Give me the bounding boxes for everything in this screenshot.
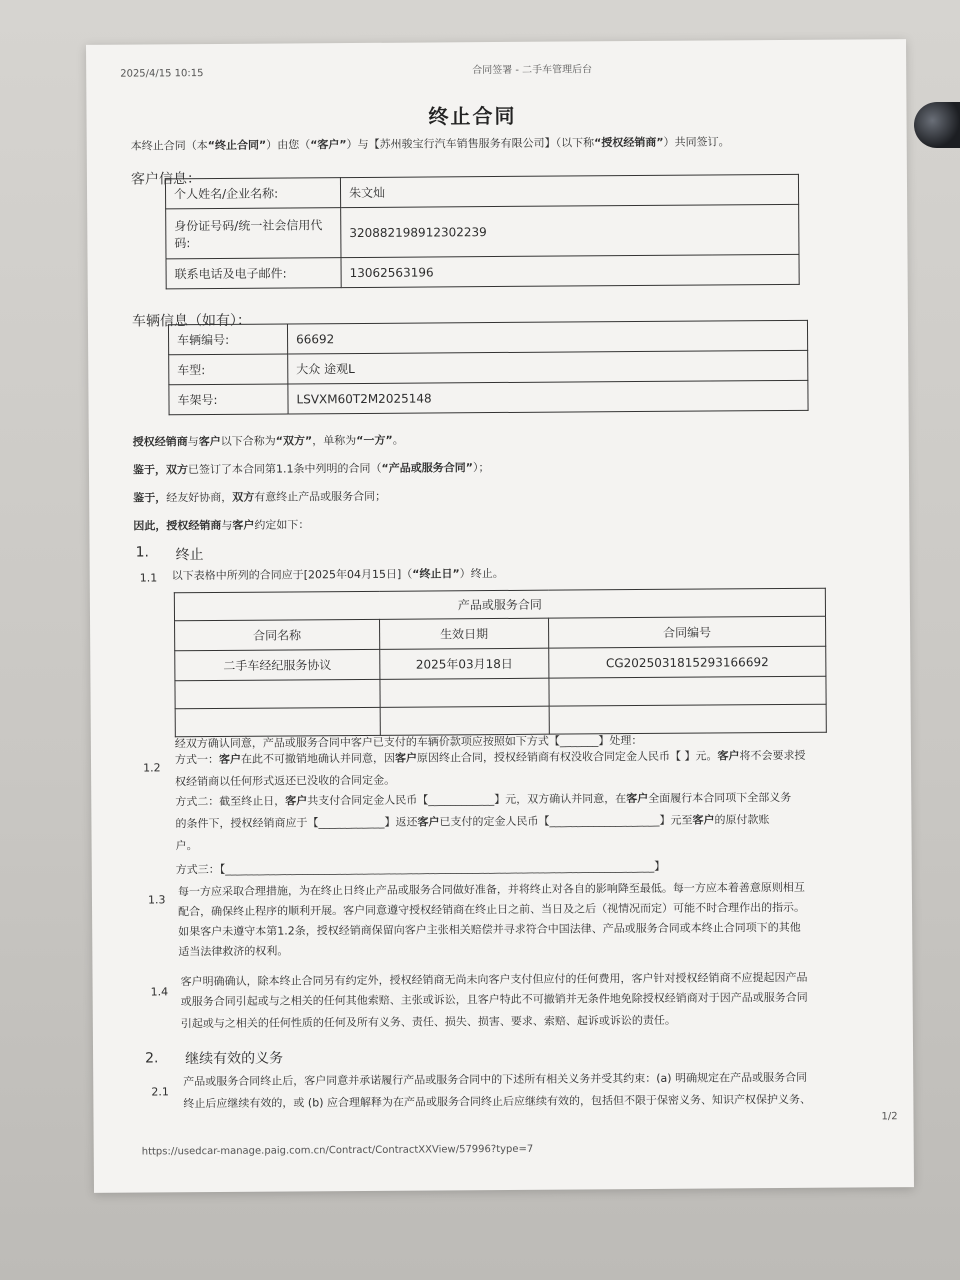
table-row — [175, 676, 826, 709]
vehicle-vin-label: 车架号: — [169, 384, 288, 415]
table-row — [175, 646, 826, 681]
vehicle-vin-value: LSVXM60T2M2025148 — [288, 380, 808, 414]
vehicle-model-label: 车型: — [169, 354, 288, 385]
table-row — [165, 174, 798, 208]
table-row — [166, 254, 799, 288]
section-1-number: 1. — [135, 544, 149, 561]
vehicle-number-label: 车辆编号: — [168, 324, 287, 355]
parties-definition: 授权经销商与客户以下合称为“双方”，单称为“一方”。 — [132, 433, 404, 449]
page-number: 1/2 — [881, 1111, 898, 1123]
page-url: https://usedcar-manage.paig.com.cn/Contract/ContractXXView/57996?type=7 — [141, 1143, 534, 1158]
customer-section-heading: 客户信息： — [130, 171, 201, 188]
clause-1-4-line-2: 或服务合同引起或与之相关的任何其他索赔、主张或诉讼，且客户特此不可撤销并无条件地免除授权经销商对于因产品或服务合同 — [180, 990, 808, 1009]
vehicle-model-value: 大众 途观L — [288, 350, 808, 384]
customer-contact-label: 联系电话及电子邮件: — [166, 258, 341, 289]
table-row — [175, 616, 826, 651]
clause-2-1-line-2: 终止后应继续有效的，或 (b) 应合理解释为在产品或服务合同终止后应继续有效的，包括但不限于保密义务、知识产权保护义务、 — [183, 1092, 811, 1111]
clause-1-2-number: 1.2 — [143, 761, 161, 775]
clause-1-4-number: 1.4 — [150, 985, 169, 999]
section-2-number: 2. — [145, 1050, 159, 1067]
customer-id-label: 身份证号码/统一社会信用代码: — [166, 208, 341, 259]
contract-title: 终止合同 — [428, 103, 517, 129]
effective-date-cell: 2025年03月18日 — [380, 648, 549, 679]
clause-1-3-line-3: 如果客户未遵守本第1.2条，授权经销商保留向客户主张相关赔偿并寻求符合中国法律、产品或服务合同或本终止合同项下的其他 — [178, 920, 801, 939]
print-page-title: 合同签署 - 二手车管理后台 — [472, 64, 593, 77]
section-1-title: 终止 — [175, 547, 204, 564]
clause-1-3-line-2: 配合，确保终止程序的顺利开展。客户同意遵守授权经销商在终止日之前、当日及之后（视情况而定）可能不时合理作出的指示。 — [178, 900, 806, 919]
effective-date-header: 生效日期 — [380, 618, 549, 649]
clause-1-2-line-4: 方式二：截至终止日，客户共支付合同定金人民币【____________】元，双方确认并同意，在客户全面履行本合同项下全部义务 — [175, 790, 792, 809]
customer-name-value: 朱文灿 — [340, 174, 798, 207]
clause-1-1-number: 1.1 — [139, 571, 158, 585]
clause-1-2-line-3: 权经销商以任何形式返还已没收的合同定金。 — [175, 773, 396, 789]
table-row — [174, 588, 825, 621]
clause-1-1-text: 以下表格中所列的合同应于[2025年04月15日]（“终止日”）终止。 — [171, 566, 504, 583]
customer-contact-value: 13062563196 — [341, 254, 799, 287]
clause-1-2-line-5: 的条件下，授权经销商应于【____________】返还客户已支付的定金人民币【____________________】元至客户的原付款账 — [175, 813, 770, 831]
pen-object — [914, 102, 960, 148]
table-row — [175, 704, 826, 737]
vehicle-info-table — [168, 320, 809, 415]
print-timestamp: 2025/4/15 10:15 — [120, 68, 204, 80]
contract-name-header: 合同名称 — [175, 619, 380, 650]
customer-info-table — [165, 174, 800, 289]
contract-name-cell: 二手车经纪服务协议 — [175, 649, 380, 680]
clause-1-2-line-1: 经双方确认同意，产品或服务合同中客户已支付的车辆价款项应按照如下方式【_______】处理： — [174, 734, 643, 751]
whereas-clause-2: 鉴于，经友好协商，双方有意终止产品或服务合同； — [133, 489, 387, 505]
intro-paragraph: 本终止合同（本“终止合同”）由您（“客户”）与【苏州骏宝行汽车销售服务有限公司】（以下称“授权经销商”）共同签订。 — [130, 135, 730, 153]
clause-1-3-number: 1.3 — [147, 893, 166, 907]
customer-name-label: 个人姓名/企业名称: — [165, 178, 340, 209]
clause-1-2-line-6: 户。 — [175, 839, 198, 853]
section-2-title: 继续有效的义务 — [185, 1050, 284, 1068]
vehicle-section-heading: 车辆信息（如有）： — [131, 312, 251, 330]
whereas-clause-1: 鉴于，双方已签订了本合同第1.1条中列明的合同（“产品或服务合同”）； — [132, 461, 490, 477]
clause-1-2-line-7: 方式三：【______________________________________________________________________________】 — [175, 859, 666, 877]
table-row — [166, 204, 799, 258]
contract-number-cell: CG2025031815293166692 — [549, 646, 826, 678]
clause-2-1-number: 2.1 — [151, 1085, 169, 1099]
contract-number-header: 合同编号 — [549, 616, 826, 648]
customer-id-value: 320882198912302239 — [341, 204, 799, 257]
clause-1-3-line-1: 每一方应采取合理措施，为在终止日终止产品或服务合同做好准备，并将终止对各自的影响降至最低。每一方应本着善意原则相互 — [177, 880, 805, 899]
clause-1-3-line-4: 适当法律救济的权利。 — [178, 944, 289, 959]
contract-paper — [86, 39, 914, 1193]
table-row — [169, 380, 808, 414]
clause-1-4-line-1: 客户明确确认，除本终止合同另有约定外，授权经销商无尚未向客户支付但应付的任何费用，客户针对授权经销商不应提起因产品 — [180, 970, 808, 989]
table-row — [169, 350, 808, 384]
clause-1-2-line-2: 方式一：客户在此不可撤销地确认并同意，因客户原因终止合同，授权经销商有权没收合同定金人民币【 】元。客户将不会要求授 — [174, 748, 806, 767]
vehicle-number-value: 66692 — [287, 320, 807, 354]
therefore-clause: 因此，授权经销商与客户约定如下： — [133, 518, 310, 533]
contract-list-table — [174, 588, 827, 738]
table-row — [168, 320, 807, 354]
clause-2-1-line-1: 产品或服务合同终止后，客户同意并承诺履行产品或服务合同中的下述所有相关义务并受其约束：(a) 明确规定在产品或服务合同 — [183, 1070, 808, 1089]
clause-1-4-line-3: 引起或与之相关的任何性质的任何及所有义务、责任、损失、损害、要求、索赔、起诉或诉讼的责任。 — [180, 1013, 676, 1031]
contract-table-caption: 产品或服务合同 — [174, 588, 825, 621]
